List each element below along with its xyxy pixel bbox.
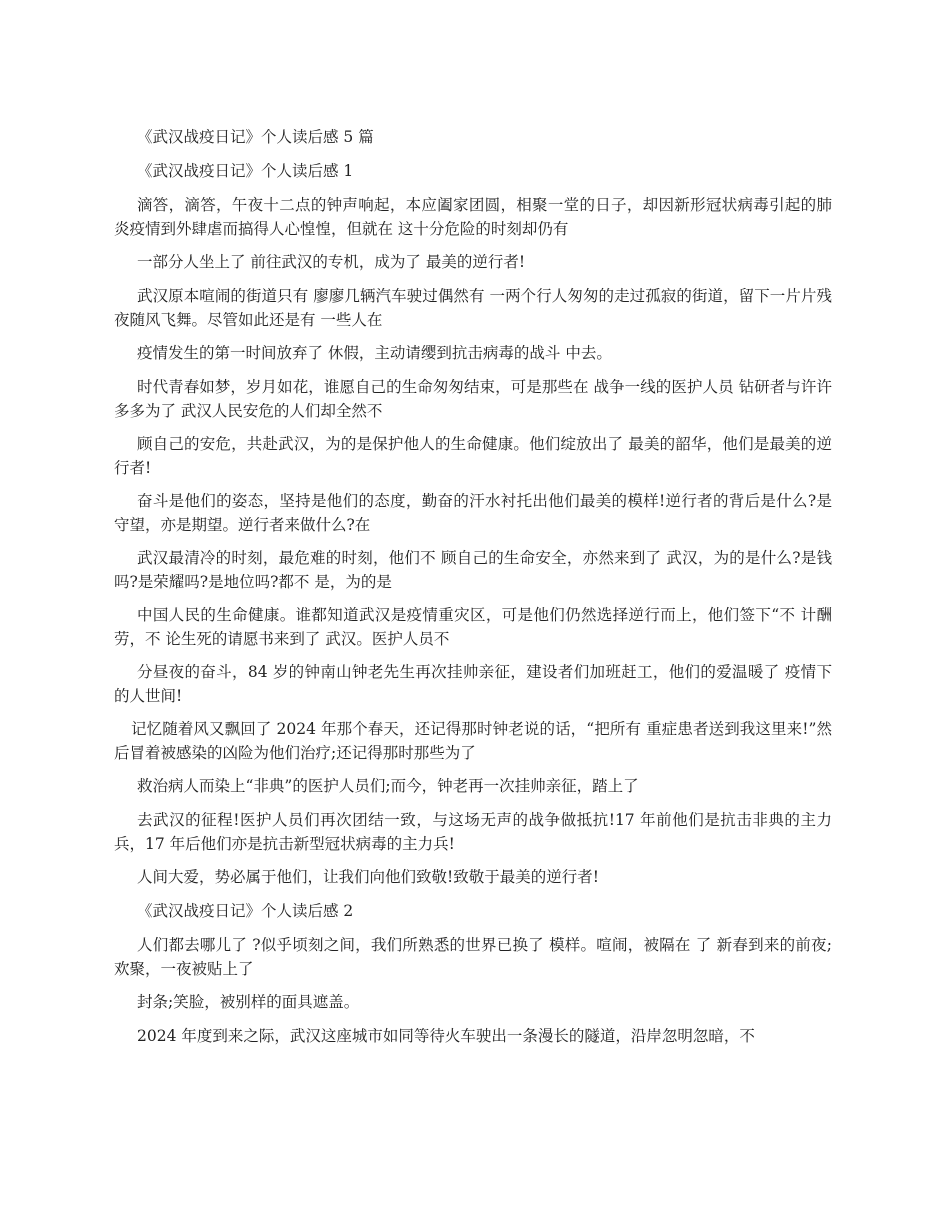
section-heading-2: 《武汉战疫日记》个人读后感 2 xyxy=(137,902,354,920)
paragraph: 时代青春如梦，岁月如花，谁愿自己的生命匆匆结束，可是那些在 战争一线的医护人员 钻研者与许许多多为了 武汉人民安危的人们却全然不 xyxy=(114,378,832,420)
paragraph: 顾自己的安危，共赴武汉，为的是保护他人的生命健康。他们绽放出了 最美的韶华，他们是最美的逆行者! xyxy=(114,435,832,477)
document-title: 《武汉战疫日记》个人读后感 5 篇 xyxy=(137,128,374,146)
document-body xyxy=(114,125,832,1057)
paragraph: 人间大爱，势必属于他们，让我们向他们致敬!致敬于最美的逆行者! xyxy=(137,868,599,886)
section-heading-1: 《武汉战疫日记》个人读后感 1 xyxy=(137,162,354,180)
paragraph: 记忆随着风又飘回了 2024 年那个春天，还记得那时钟老说的话，“把所有 重症患者送到我这里来!”然后冒着被感染的凶险为他们治疗;还记得那时那些为了 xyxy=(114,720,832,762)
paragraph: 人们都去哪儿了 ?似乎顷刻之间，我们所熟悉的世界已换了 模样。喧闹，被隔在 了 新春到来的前夜;欢聚，一夜被贴上了 xyxy=(114,936,832,978)
paragraph: 去武汉的征程!医护人员们再次团结一致，与这场无声的战争做抵抗!17 年前他们是抗击非典的主力兵，17 年后他们亦是抗击新型冠状病毒的主力兵! xyxy=(114,811,832,853)
paragraph: 疫情发生的第一时间放弃了 休假，主动请缨到抗击病毒的战斗 中去。 xyxy=(137,344,612,362)
paragraph: 中国人民的生命健康。谁都知道武汉是疫情重灾区，可是他们仍然选择逆行而上，他们签下“不 计酬劳，不 论生死的请愿书来到了 武汉。医护人员不 xyxy=(114,606,832,648)
paragraph: 封条;笑脸，被别样的面具遮盖。 xyxy=(137,993,360,1011)
paragraph: 武汉最清冷的时刻，最危难的时刻，他们不 顾自己的生命安全，亦然来到了 武汉，为的是什么?是钱吗?是荣耀吗?是地位吗?都不 是，为的是 xyxy=(114,549,832,591)
paragraph: 武汉原本喧闹的街道只有 廖廖几辆汽车驶过偶然有 一两个行人匆匆的走过孤寂的街道，留下一片片残夜随风飞舞。尽管如此还是有 一些人在 xyxy=(114,287,832,329)
paragraph: 一部分人坐上了 前往武汉的专机，成为了 最美的逆行者! xyxy=(137,253,526,271)
paragraph: 奋斗是他们的姿态，坚持是他们的态度，勤奋的汗水衬托出他们最美的模样!逆行者的背后是什么?是守望，亦是期望。逆行者来做什么?在 xyxy=(114,492,832,534)
paragraph: 救治病人而染上“非典”的医护人员们;而今，钟老再一次挂帅亲征，踏上了 xyxy=(137,777,639,795)
paragraph: 滴答，滴答，午夜十二点的钟声响起，本应阖家团圆，相聚一堂的日子，却因新形冠状病毒引起的肺炎疫情到外肆虐而搞得人心惶惶，但就在 这十分危险的时刻却仍有 xyxy=(114,196,832,238)
paragraph: 分昼夜的奋斗，84 岁的钟南山钟老先生再次挂帅亲征，建设者们加班赶工，他们的爱温暖了 疫情下的人世间! xyxy=(114,663,832,705)
paragraph: 2024 年度到来之际，武汉这座城市如同等待火车驶出一条漫长的隧道，沿岸忽明忽暗，不 xyxy=(137,1027,755,1045)
